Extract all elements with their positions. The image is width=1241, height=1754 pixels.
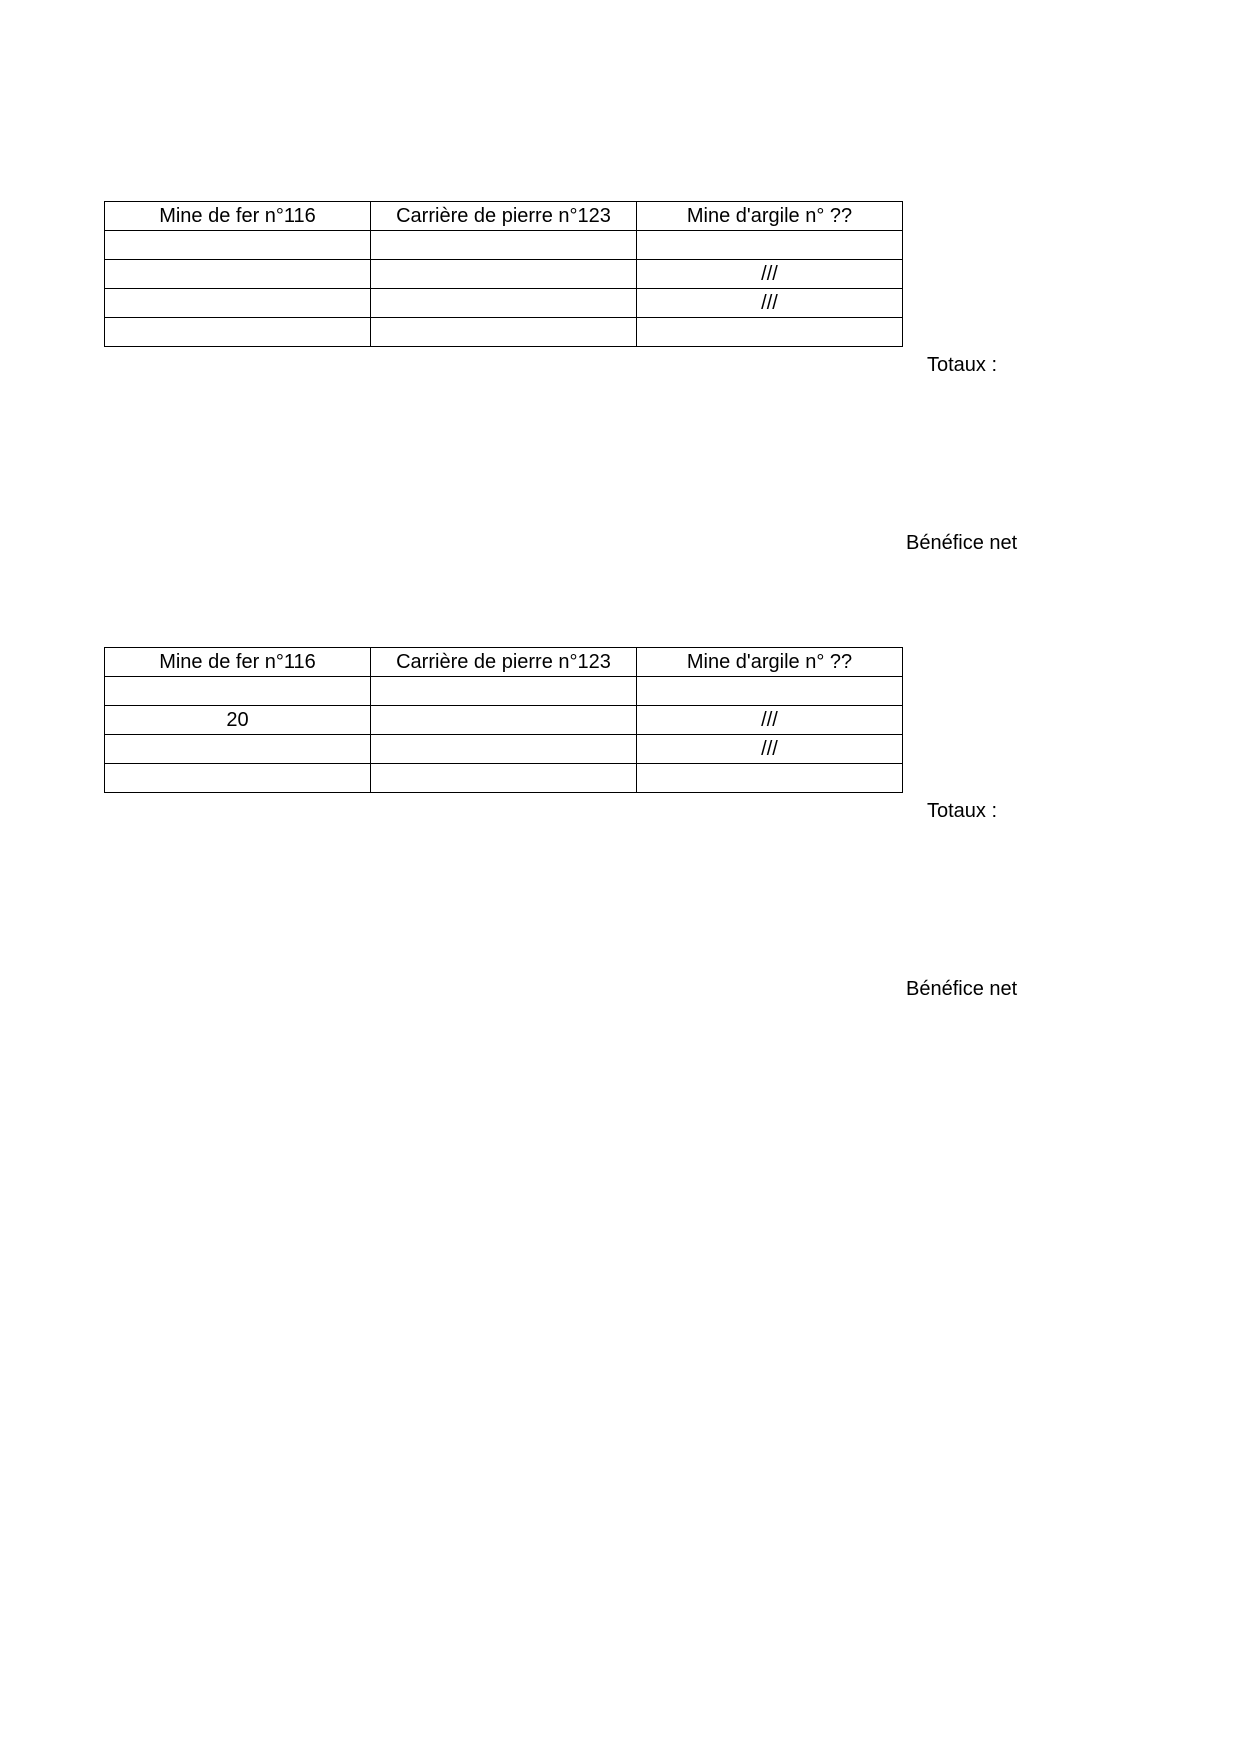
table-row bbox=[105, 764, 903, 793]
table-cell[interactable] bbox=[371, 289, 637, 318]
table-cell[interactable]: /// bbox=[637, 289, 903, 318]
table-row bbox=[105, 318, 903, 347]
table-cell[interactable] bbox=[105, 764, 371, 793]
table-header-row bbox=[105, 648, 903, 677]
net-profit-label: Bénéfice net bbox=[906, 532, 1018, 554]
resource-table-1 bbox=[104, 201, 903, 347]
table-cell[interactable] bbox=[371, 231, 637, 260]
header-iron-mine[interactable]: Mine de fer n°116 bbox=[105, 202, 371, 231]
table-cell[interactable] bbox=[371, 677, 637, 706]
table-cell[interactable]: /// bbox=[637, 735, 903, 764]
net-profit-label: Bénéfice net bbox=[906, 978, 1018, 1000]
table-cell[interactable] bbox=[637, 764, 903, 793]
table-cell[interactable]: 20 bbox=[105, 706, 371, 735]
table-cell[interactable] bbox=[371, 735, 637, 764]
table-cell[interactable] bbox=[105, 289, 371, 318]
resource-table-2 bbox=[104, 647, 903, 793]
table-row bbox=[105, 735, 903, 764]
header-iron-mine[interactable]: Mine de fer n°116 bbox=[105, 648, 371, 677]
table-cell[interactable] bbox=[105, 735, 371, 764]
table-cell[interactable] bbox=[371, 706, 637, 735]
table-header-row bbox=[105, 202, 903, 231]
table-cell[interactable] bbox=[371, 318, 637, 347]
table-cell[interactable]: /// bbox=[637, 706, 903, 735]
table-row bbox=[105, 289, 903, 318]
table-cell[interactable] bbox=[105, 260, 371, 289]
table-cell[interactable] bbox=[637, 677, 903, 706]
table-cell[interactable] bbox=[105, 677, 371, 706]
table-row bbox=[105, 260, 903, 289]
table-row bbox=[105, 677, 903, 706]
table-cell[interactable] bbox=[637, 318, 903, 347]
table-row bbox=[105, 231, 903, 260]
table-cell[interactable] bbox=[371, 260, 637, 289]
totals-label: Totaux : bbox=[927, 800, 998, 822]
totals-label: Totaux : bbox=[927, 354, 998, 376]
table-cell[interactable]: /// bbox=[637, 260, 903, 289]
table-cell[interactable] bbox=[105, 318, 371, 347]
header-clay-mine[interactable]: Mine d'argile n° ?? bbox=[637, 202, 903, 231]
table-row bbox=[105, 706, 903, 735]
table-cell[interactable] bbox=[637, 231, 903, 260]
table-cell[interactable] bbox=[105, 231, 371, 260]
header-clay-mine[interactable]: Mine d'argile n° ?? bbox=[637, 648, 903, 677]
header-stone-quarry[interactable]: Carrière de pierre n°123 bbox=[371, 648, 637, 677]
header-stone-quarry[interactable]: Carrière de pierre n°123 bbox=[371, 202, 637, 231]
table-cell[interactable] bbox=[371, 764, 637, 793]
